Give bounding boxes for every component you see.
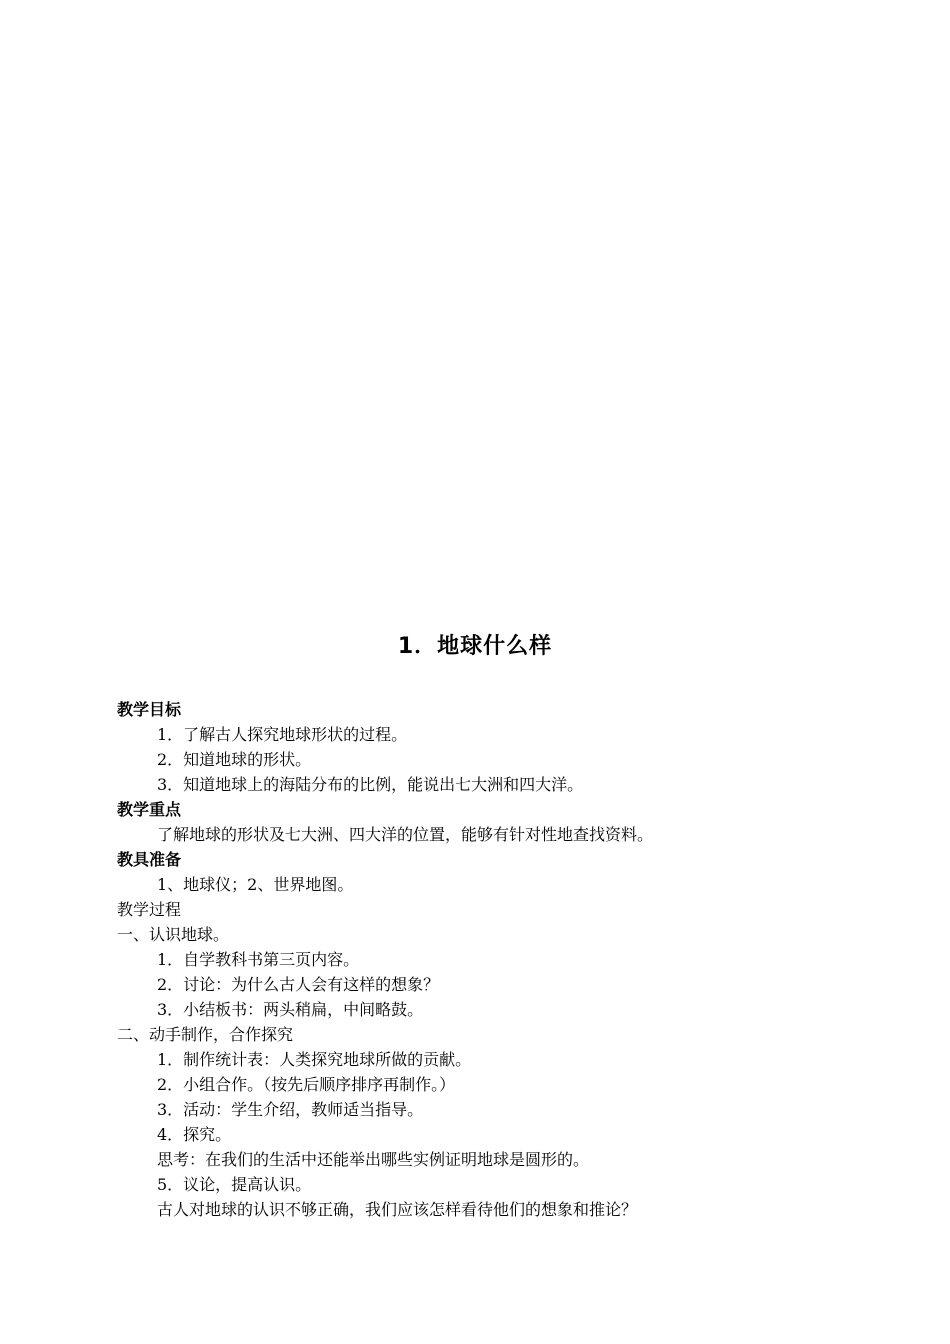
process-part1-item: 1．自学教科书第三页内容。 xyxy=(157,950,360,969)
key-points-heading: 教学重点 xyxy=(117,800,182,819)
process-part2-item: 3．活动：学生介绍，教师适当指导。 xyxy=(157,1100,424,1119)
process-part1-heading: 一、认识地球。 xyxy=(117,925,230,944)
process-part2-item: 4．探究。 xyxy=(157,1125,232,1144)
materials-text: 1、地球仪；2、世界地图。 xyxy=(157,875,354,894)
objectives-heading: 教学目标 xyxy=(117,700,182,719)
process-part2-item: 古人对地球的认识不够正确，我们应该怎样看待他们的想象和推论？ xyxy=(157,1200,638,1219)
process-part1-item: 3．小结板书：两头稍扁，中间略鼓。 xyxy=(157,1000,424,1019)
process-part1-item: 2．讨论：为什么古人会有这样的想象？ xyxy=(157,975,440,994)
objective-item: 1．了解古人探究地球形状的过程。 xyxy=(157,725,408,744)
process-part2-item: 2．小组合作。（按先后顺序排序再制作。） xyxy=(157,1075,456,1094)
materials-heading: 教具准备 xyxy=(117,850,182,869)
document-title: 1．地球什么样 xyxy=(397,634,553,659)
process-part2-heading: 二、动手制作，合作探究 xyxy=(117,1025,294,1044)
objective-item: 3．知道地球上的海陆分布的比例，能说出七大洲和四大洋。 xyxy=(157,775,584,794)
process-part2-item: 思考：在我们的生活中还能举出哪些实例证明地球是圆形的。 xyxy=(157,1150,590,1169)
process-heading: 教学过程 xyxy=(117,900,182,919)
objective-item: 2．知道地球的形状。 xyxy=(157,750,312,769)
process-part2-item: 1．制作统计表：人类探究地球所做的贡献。 xyxy=(157,1050,472,1069)
key-points-text: 了解地球的形状及七大洲、四大洋的位置，能够有针对性地查找资料。 xyxy=(157,825,654,844)
document-body xyxy=(117,697,837,1222)
process-part2-item: 5．议论，提高认识。 xyxy=(157,1175,312,1194)
